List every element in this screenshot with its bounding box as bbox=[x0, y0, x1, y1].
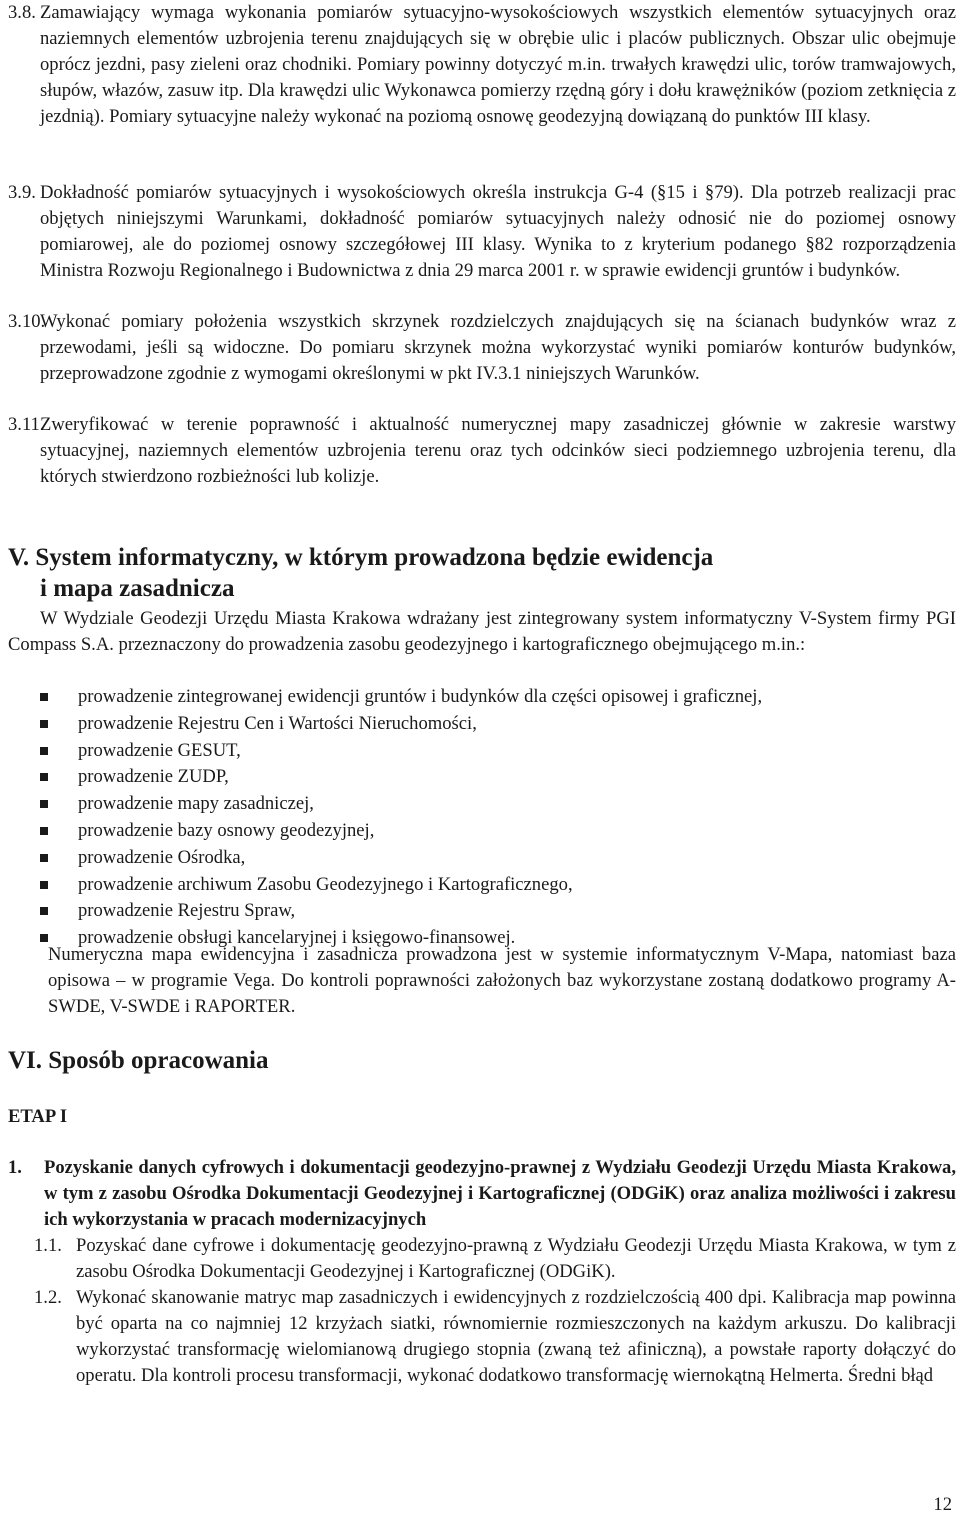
section-number-3-11: 3.11. bbox=[8, 414, 45, 435]
bullet-square-icon bbox=[40, 800, 48, 808]
section-number-3-10: 3.10. bbox=[8, 311, 46, 332]
subsection-1-2-text: Wykonać skanowanie matryc map zasadniczych i ewidencyjnych z rozdzielczością 400 dpi. Kalibracja map powinna być oparta na co najmniej 12 krzyżach siatki, równomiernie rozmieszczonych na każdym arkuszu. Do kalibracji wykorzystać transformację wielomianową drugiego stopnia (zwaną też afiniczną), a powstałe raporty dołączyć do operatu. Dla kontroli procesu transformacji, wykonać dodatkowo transformację wiernokątną Helmerta. Średni błąd bbox=[76, 1287, 956, 1386]
paragraph-3-9: Dokładność pomiarów sytuacyjnych i wysokościowych określa instrukcja G-4 (§15 i §79). Dla potrzeb realizacji prac objętych niniejszymi Warunkami, dokładność pomiarów sytuacyjnych należy odnosić nie do poziomej osnowy pomiarowej, ale do poziomej osnowy szczegółowej III klasy. Wynika to z kryterium podanego §82 rozporządzenia Ministra Rozwoju Regionalnego i Budownictwa z dnia 29 marca 2001 r. w sprawie ewidencji gruntów i budynków. bbox=[40, 182, 956, 281]
bullet-square-icon bbox=[40, 827, 48, 835]
section-v-title-line2: i mapa zasadnicza bbox=[40, 575, 235, 602]
subsection-number-1-1: 1.1. bbox=[34, 1235, 62, 1256]
list-item: prowadzenie ZUDP, bbox=[40, 764, 956, 791]
page-number: 12 bbox=[933, 1494, 952, 1515]
bullet-square-icon bbox=[40, 747, 48, 755]
list-item: prowadzenie obsługi kancelaryjnej i księgowo-finansowej. bbox=[40, 925, 956, 952]
list-item: prowadzenie mapy zasadniczej, bbox=[40, 791, 956, 818]
section-v-intro: W Wydziale Geodezji Urzędu Miasta Krakowa wdrażany jest zintegrowany system informatyczny V-System firmy PGI Compass S.A. przeznaczony do prowadzenia zasobu geodezyjnego i kartograficznego obejmującego m.in.: bbox=[8, 608, 956, 655]
bullet-square-icon bbox=[40, 881, 48, 889]
item-1-number: 1. bbox=[8, 1157, 22, 1178]
bullet-square-icon bbox=[40, 907, 48, 915]
section-v-outro: Numeryczna mapa ewidencyjna i zasadnicza prowadzona jest w systemie informatycznym V-Mapa, natomiast baza opisowa – w programie Vega. Do kontroli poprawności założonych baz wykorzystane zostaną dodatkowo programy A-SWDE, V-SWDE i RAPORTER. bbox=[48, 944, 956, 1017]
bullet-square-icon bbox=[40, 934, 48, 942]
paragraph-3-8: Zamawiający wymaga wykonania pomiarów sytuacyjno-wysokościowych wszystkich elementów sytuacyjnych oraz naziemnych elementów uzbrojenia terenu znajdujących się w obrębie ulic i placów publicznych. Obszar ulic obejmuje oprócz jezdni, pasy zieleni oraz chodniki. Pomiary powinny dotyczyć m.in. trwałych krawędzi ulic, torów tramwajowych, słupów, włazów, zasuw itp. Dla krawędzi ulic Wykonawca pomierzy rzędną góry i dołu krawężników (poziom zetknięcia z jezdnią). Pomiary sytuacyjne należy wykonać na poziomą osnowę geodezyjną dowiązaną do punktów III klasy. bbox=[40, 2, 956, 127]
bullet-square-icon bbox=[40, 720, 48, 728]
subsection-1-1-text: Pozyskać dane cyfrowe i dokumentację geodezyjno-prawną z Wydziału Geodezji Urzędu Miasta Krakowa, w tym z zasobu Ośrodka Dokumentacji Geodezyjnej i Kartograficznej (ODGiK). bbox=[76, 1235, 956, 1282]
list-item: prowadzenie Rejestru Cen i Wartości Nieruchomości, bbox=[40, 711, 956, 738]
section-number-3-8: 3.8. bbox=[8, 2, 36, 23]
list-item: prowadzenie Rejestru Spraw, bbox=[40, 898, 956, 925]
bullet-square-icon bbox=[40, 693, 48, 701]
section-vi-title: VI. Sposób opracowania bbox=[8, 1047, 269, 1074]
bullet-square-icon bbox=[40, 773, 48, 781]
bullet-square-icon bbox=[40, 854, 48, 862]
system-functions-list bbox=[40, 684, 956, 952]
paragraph-3-11: Zweryfikować w terenie poprawność i aktualność numerycznej mapy zasadniczej głównie w zakresie warstwy sytuacyjnej, naziemnych elementów uzbrojenia terenu oraz tych odcinków sieci podziemnego uzbrojenia terenu, dla których stwierdzono rozbieżności lub kolizje. bbox=[40, 414, 956, 487]
etap-heading: ETAP I bbox=[8, 1106, 68, 1127]
list-item: prowadzenie Ośrodka, bbox=[40, 845, 956, 872]
paragraph-3-10: Wykonać pomiary położenia wszystkich skrzynek rozdzielczych znajdujących się na ścianach budynków wraz z przewodami, jeśli są widoczne. Do pomiaru skrzynek można wykorzystać wyniki pomiarów konturów budynków, przeprowadzone zgodnie z wymogami określonymi w pkt IV.3.1 niniejszych Warunków. bbox=[40, 311, 956, 384]
item-1-title: Pozyskanie danych cyfrowych i dokumentacji geodezyjno-prawnej z Wydziału Geodezji Urzędu Miasta Krakowa, w tym z zasobu Ośrodka Dokumentacji Geodezyjnej i Kartograficznej (ODGiK) oraz analiza możliwości i zakresu ich wykorzystania w pracach modernizacyjnych bbox=[44, 1157, 956, 1230]
section-v-title-line1: V. System informatyczny, w którym prowadzona będzie ewidencja bbox=[8, 544, 714, 571]
section-number-3-9: 3.9. bbox=[8, 182, 36, 203]
list-item: prowadzenie zintegrowanej ewidencji gruntów i budynków dla części opisowej i graficznej, bbox=[40, 684, 956, 711]
list-item: prowadzenie GESUT, bbox=[40, 738, 956, 765]
list-item: prowadzenie bazy osnowy geodezyjnej, bbox=[40, 818, 956, 845]
subsection-number-1-2: 1.2. bbox=[34, 1287, 62, 1308]
list-item: prowadzenie archiwum Zasobu Geodezyjnego i Kartograficznego, bbox=[40, 872, 956, 899]
